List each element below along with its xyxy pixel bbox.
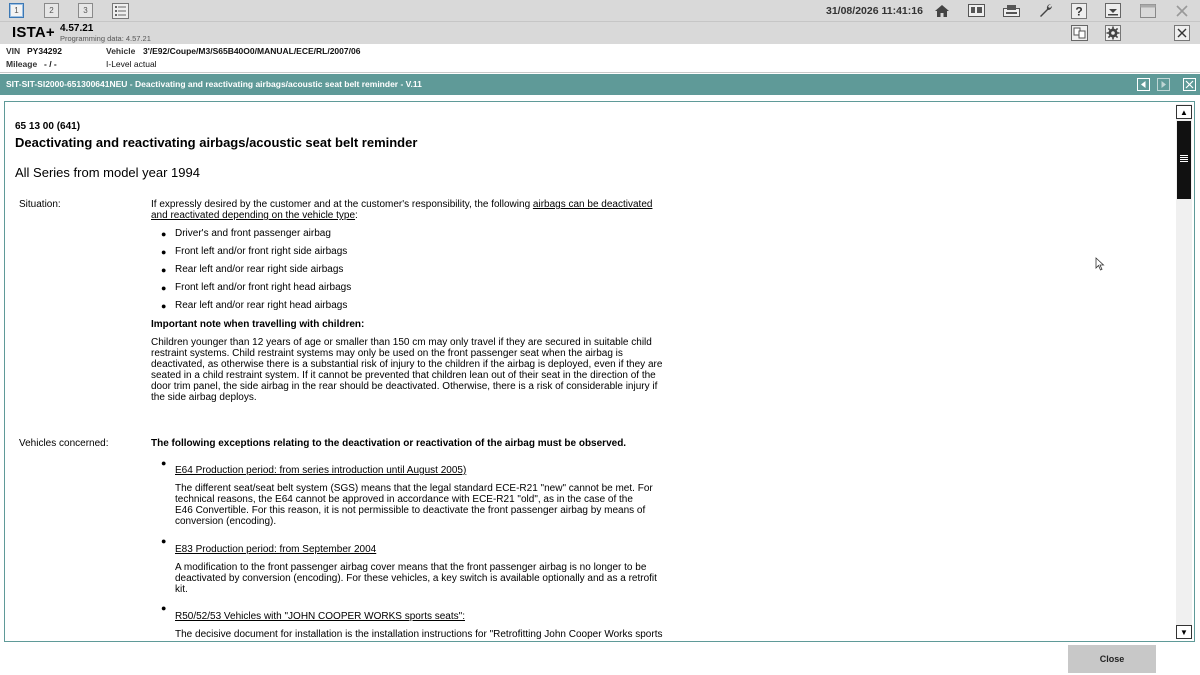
exception-line: A modification to the front passenger airbag cover means that the front passenger airbag is no longer to be: [175, 562, 647, 573]
situation-intro: If expressly desired by the customer and at the customer's responsibility, the following: [151, 199, 531, 210]
tab-1[interactable]: 1: [9, 3, 24, 18]
bullet-dot: ●: [161, 458, 167, 468]
vehicles-label: Vehicles concerned:: [19, 438, 109, 449]
vehicle-id-icon[interactable]: [967, 2, 985, 19]
home-icon[interactable]: [933, 2, 951, 19]
ilevel-label: I-Level actual: [106, 59, 157, 69]
settings-icon[interactable]: [1104, 24, 1122, 41]
document-window-title: SIT-SIT-SI2000-651300641NEU - Deactivating and reactivating airbags/acoustic seat belt reminder - V.11: [6, 79, 422, 89]
exception-line: technical reasons, the E64 cannot be approved in accordance with ECE-R21 "old", as in the case of the: [175, 494, 633, 505]
workshop-icon[interactable]: [1002, 2, 1020, 19]
bullet-dot: ●: [161, 283, 167, 293]
vin-label: VIN: [6, 46, 21, 56]
exception-line: deactivated by conversion (encoding). For these vehicles, a key switch is available optionally and as a retrofit: [175, 573, 657, 584]
document-number: 65 13 00 (641): [15, 121, 81, 132]
vehicle-info-bar: [0, 44, 1200, 73]
note-line: Children younger than 12 years of age or smaller than 150 cm may only travel if they are secured in suitable child: [151, 337, 652, 348]
exception-text: [175, 483, 667, 527]
vehicle-label: Vehicle: [106, 46, 136, 56]
exception-title[interactable]: R50/52/53 Vehicles with "JOHN COOPER WORKS sports seats":: [175, 611, 465, 622]
bullet-dot: ●: [161, 536, 167, 546]
scroll-thumb[interactable]: [1177, 121, 1191, 199]
close-button[interactable]: Close: [1068, 645, 1156, 673]
situation-colon: :: [355, 210, 358, 221]
note-heading: Important note when travelling with children:: [151, 319, 365, 330]
bullet-dot: ●: [161, 603, 167, 613]
next-doc-button[interactable]: [1157, 78, 1170, 91]
tab-2[interactable]: 2: [44, 3, 59, 18]
mileage-label: Mileage: [6, 59, 38, 69]
exception-line: The different seat/seat belt system (SGS) means that the legal standard ECE-R21 "new" cannot be met. For: [175, 483, 653, 494]
bullet-dot: ●: [161, 301, 167, 311]
vehicle-value: 3'/E92/Coupe/M3/S65B40O0/MANUAL/ECE/RL/2007/06: [143, 46, 361, 56]
note-paragraph: [151, 337, 671, 403]
app-header: [0, 22, 1200, 44]
list-item: Rear left and/or rear right head airbags: [175, 300, 348, 311]
scroll-down-button[interactable]: ▼: [1176, 625, 1192, 639]
note-line: the side airbag deploys.: [151, 392, 257, 403]
exception-line: kit.: [175, 584, 188, 595]
exception-line: E46 Convertible. For this reason, it is not permissible to deactivate the front passenger airbag by means of: [175, 505, 646, 516]
vehicles-heading: The following exceptions relating to the deactivation or reactivation of the airbag must be observed.: [151, 438, 627, 449]
note-line: door trim panel, the side airbag in the rear should be deactivated. Otherwise, there is a risk of considerable injury if: [151, 381, 658, 392]
exception-line: The decisive document for installation is the installation instructions for "Retrofitting John Cooper Works sports: [175, 629, 663, 640]
document-panel[interactable]: [4, 101, 1195, 642]
bullet-dot: ●: [161, 229, 167, 239]
report-icon[interactable]: [1070, 24, 1088, 41]
document-titlebar: [0, 74, 1200, 95]
note-line: seated in a child restraint system. If it cannot be prevented that children lean out of their seat in the direction of the: [151, 370, 656, 381]
document-series: All Series from model year 1994: [15, 165, 200, 180]
programming-label: Programming data:: [60, 34, 124, 43]
bullet-dot: ●: [161, 265, 167, 275]
app-name: ISTA+: [12, 24, 55, 41]
note-line: deactivated, as otherwise there is a substantial risk of injury to the children if the airbag is deployed, even if they are: [151, 359, 663, 370]
datetime: 31/08/2026 11:41:16: [826, 5, 923, 17]
minimize-icon[interactable]: [1104, 2, 1122, 19]
situation-label: Situation:: [19, 199, 61, 210]
tab-3[interactable]: 3: [78, 3, 93, 18]
mouse-cursor-icon: [1095, 257, 1105, 276]
scroll-up-button[interactable]: ▲: [1176, 105, 1192, 119]
list-item: Front left and/or front right side airbags: [175, 246, 348, 257]
exception-title[interactable]: E64 Production period: from series introduction until August 2005): [175, 465, 467, 476]
document-title: Deactivating and reactivating airbags/acoustic seat belt reminder: [15, 135, 418, 150]
help-icon[interactable]: [1070, 2, 1088, 19]
exception-text: [175, 629, 667, 640]
list-item: Rear left and/or rear right side airbags: [175, 264, 344, 275]
top-toolbar: [0, 0, 1200, 22]
programming-data: [60, 34, 151, 43]
window-icon[interactable]: [1139, 2, 1157, 19]
vertical-scrollbar[interactable]: [1176, 104, 1192, 639]
list-item: Driver's and front passenger airbag: [175, 228, 331, 239]
close-session-icon[interactable]: [1173, 24, 1191, 41]
situation-link-1[interactable]: airbags can be deactivated: [532, 199, 653, 210]
exception-line: conversion (encoding).: [175, 516, 277, 527]
exception-text: [175, 562, 667, 595]
mileage-value: - / -: [44, 59, 57, 69]
vin-value: PY34292: [27, 46, 62, 56]
app-version: 4.57.21: [60, 23, 94, 34]
svg-text:?: ?: [1075, 4, 1083, 18]
exception-title[interactable]: E83 Production period: from September 2004: [175, 544, 377, 555]
wrench-icon[interactable]: [1036, 2, 1054, 19]
note-line: restraint systems. Child restraint systems may only be used on the front passenger seat when the airbag is: [151, 348, 623, 359]
bullet-dot: ●: [161, 247, 167, 257]
situation-text: [151, 199, 671, 221]
close-app-icon[interactable]: [1173, 2, 1191, 19]
list-item: Front left and/or front right head airbags: [175, 282, 352, 293]
programming-value: 4.57.21: [125, 34, 151, 43]
list-icon[interactable]: [111, 2, 129, 19]
close-doc-button[interactable]: [1183, 78, 1196, 91]
situation-link-2[interactable]: and reactivated depending on the vehicle type: [151, 210, 356, 221]
previous-doc-button[interactable]: [1137, 78, 1150, 91]
